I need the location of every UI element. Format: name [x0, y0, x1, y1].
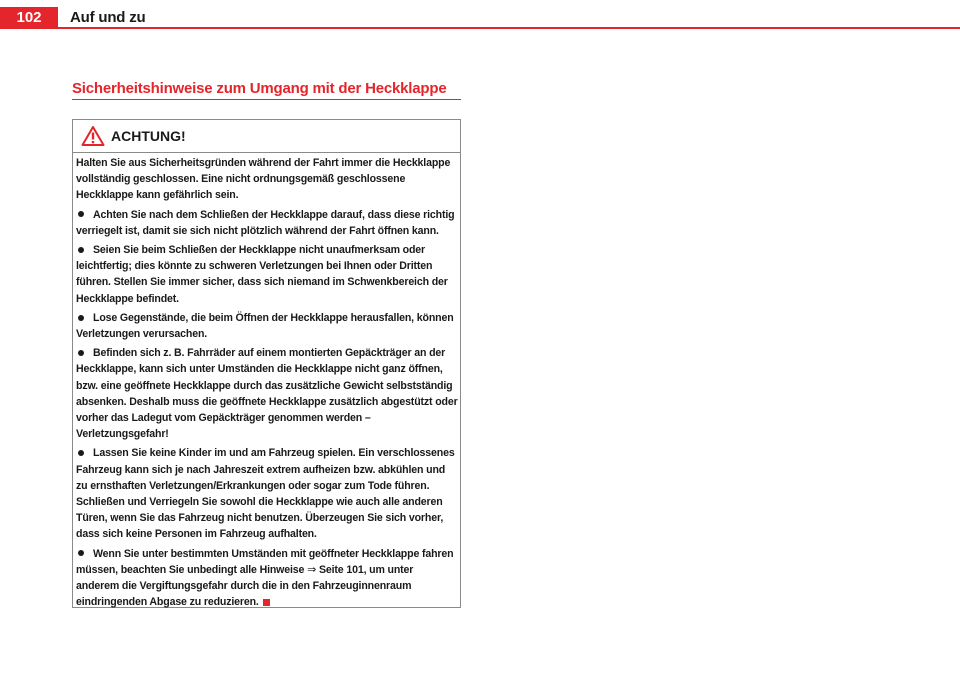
- bullet-icon: [78, 247, 84, 253]
- warning-title: ACHTUNG!: [111, 128, 186, 144]
- warning-bullet: [76, 445, 459, 542]
- warning-box: [72, 119, 461, 608]
- warning-triangle-icon: [81, 125, 105, 147]
- warning-intro: Halten Sie aus Sicherheitsgründen während der Fahrt immer die Heckklappe vollständig geschlossen. Eine nicht ordnungsgemäß geschlossene Heckklappe kann gefährlich sein.: [76, 157, 451, 202]
- page-number: 102: [0, 7, 58, 28]
- section-heading: Sicherheitshinweise zum Umgang mit der Heckklappe: [72, 80, 447, 97]
- section-rule: [72, 99, 461, 100]
- warning-bullet-text: Seien Sie beim Schließen der Heckklappe nicht unaufmerksam oder leichtfertig; dies könnte zu schweren Verletzungen bei Ihnen oder Dritten führen. Stellen Sie immer sicher, dass sich niemand im Schwenkbereich der Heckklappe befindet.: [76, 244, 448, 305]
- end-of-warning-marker-icon: [263, 599, 270, 606]
- warning-body: [76, 155, 459, 613]
- warning-bullet-text-end: , um unter anderem die Vergiftungsgefahr durch die in den Fahrzeuginnenraum eindringenden Abgase zu reduzieren.: [76, 563, 414, 609]
- warning-bullet: [76, 207, 459, 239]
- warning-bullet-text: Lose Gegenstände, die beim Öffnen der Heckklappe herausfallen, können Verletzungen verursachen.: [76, 311, 454, 341]
- warning-bullet: [76, 310, 459, 342]
- warning-bullet-text: Befinden sich z. B. Fahrräder auf einem montierten Gepäckträger an der Heckklappe, kann sich unter Umständen die Heckklappe nicht ganz öffnen, bzw. eine geöffnete Heckklappe durch das zusätzliche Gewicht selbstständig absenken. Deshalb muss die geöffnete Heckklappe zusätzlich abgestützt oder vorher das Ladegut vom Gepäckträger genommen werden – Verletzungsgefahr!: [76, 347, 458, 441]
- cross-reference-arrow-icon: ⇒: [307, 562, 317, 576]
- bullet-icon: [78, 550, 84, 556]
- warning-bullet-text: Achten Sie nach dem Schließen der Heckklappe darauf, dass diese richtig verriegelt ist, damit sie sich nicht plötzlich während der Fahrt öffnen kann.: [76, 208, 455, 237]
- page-header: [0, 0, 960, 28]
- bullet-icon: [78, 315, 84, 321]
- bullet-icon: [78, 450, 84, 456]
- warning-bullet: [76, 546, 459, 611]
- chapter-title: Auf und zu: [70, 9, 146, 26]
- header-rule: [0, 27, 960, 29]
- warning-bullet-text: Lassen Sie keine Kinder im und am Fahrzeug spielen. Ein verschlossenes Fahrzeug kann sich je nach Jahreszeit extrem aufheizen bzw. abkühlen und zu ernsthaften Verletzungen/Erkrankungen oder sogar zum Tode führen. Schließen und Verriegeln Sie sowohl die Heckklappe wie auch alle anderen Türen, wenn Sie das Fahrzeug nicht benutzen. Überzeugen Sie sich vorher, dass sich keine Personen im Fahrzeug aufhalten.: [76, 447, 455, 541]
- warning-bullet: [76, 345, 459, 442]
- cross-reference-link[interactable]: Seite 101: [318, 563, 364, 576]
- bullet-icon: [78, 350, 84, 356]
- warning-bullet: [76, 242, 459, 307]
- bullet-icon: [78, 211, 84, 217]
- warning-header: [73, 120, 460, 153]
- warning-bullet-text: Wenn Sie unter bestimmten Umständen mit geöffneter Heckklappe fahren müssen, beachten Sie unbedingt alle Hinweise: [76, 547, 454, 576]
